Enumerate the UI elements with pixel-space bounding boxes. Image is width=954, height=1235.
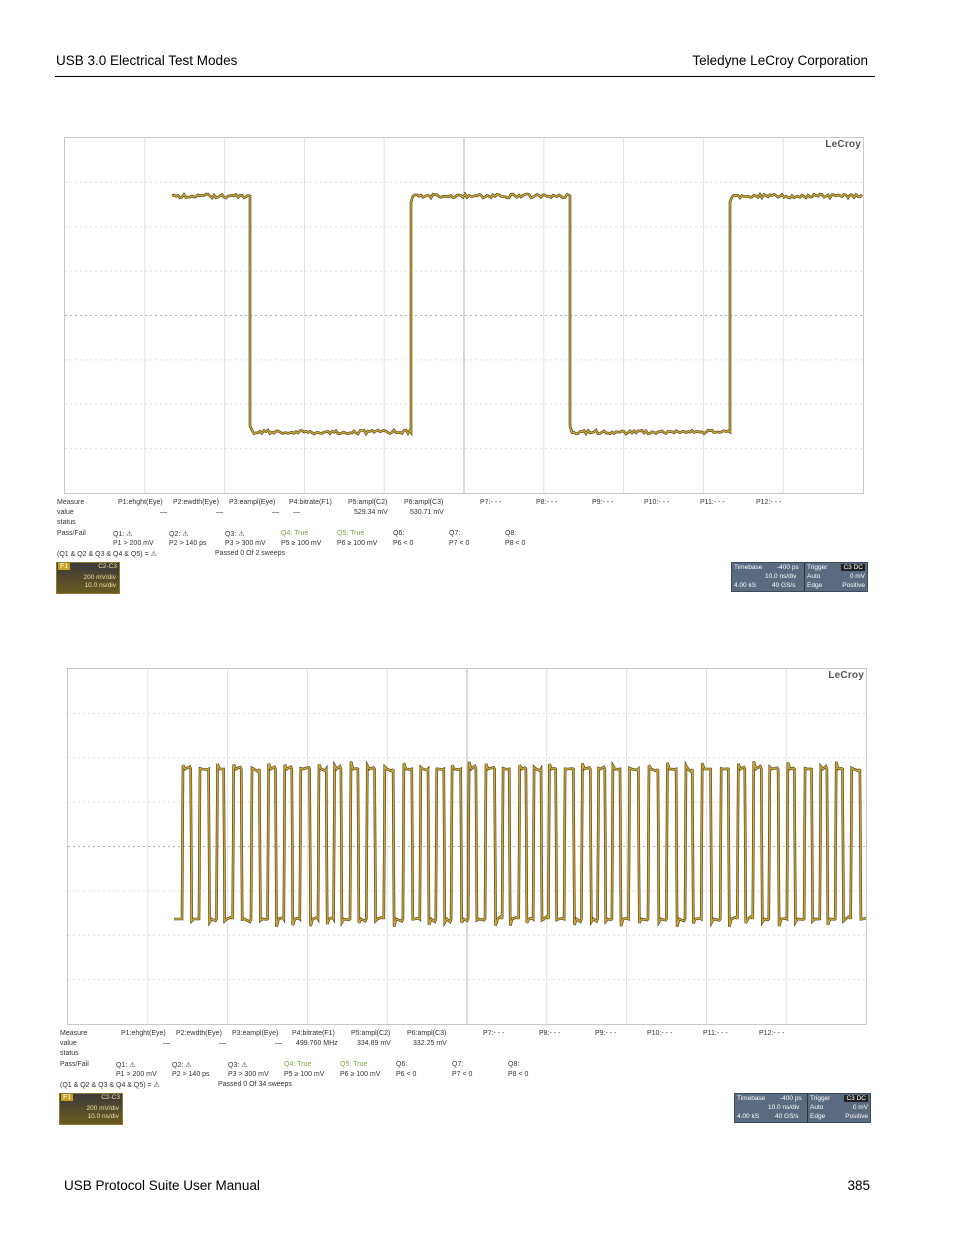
measure-value: 332.25 mV	[413, 1040, 447, 1047]
timebase-rate: 10.0 ns/div	[765, 573, 797, 580]
measure-header: P2:ewdth(Eye)	[176, 1030, 222, 1037]
trigger-mode: Auto	[810, 1104, 824, 1111]
measure-header: P7:- - -	[480, 499, 502, 506]
combined-query: (Q1 & Q2 & Q3 & Q4 & Q5) = ⚠	[60, 1082, 160, 1089]
measure-header: P12:- - -	[756, 499, 782, 506]
query-label: Q4: True	[284, 1061, 312, 1068]
measure-header: Measure	[57, 499, 85, 506]
measure-value: —	[272, 509, 279, 516]
value-label: value	[60, 1040, 77, 1047]
trigger-label: Trigger	[810, 1095, 831, 1102]
sweep-count: Passed 0 Of 2 sweeps	[215, 550, 286, 557]
query-condition: P8 < 0	[505, 540, 526, 547]
waveform-grid	[64, 137, 864, 494]
query-condition: P1 > 200 mV	[116, 1071, 157, 1078]
timebase-label: Timebase	[737, 1095, 766, 1102]
measure-header: P12:- - -	[759, 1030, 785, 1037]
query-label: Q7:	[449, 530, 461, 537]
query-condition: P6 < 0	[396, 1071, 417, 1078]
query-label: Q6:	[393, 530, 405, 537]
timebase-offset: -400 ps	[780, 1095, 802, 1102]
measure-header: P10:- - -	[644, 499, 670, 506]
passfail-label: Pass/Fail	[60, 1061, 89, 1068]
measure-header: P3:eampl(Eye)	[229, 499, 276, 506]
query-label: Q1: ⚠	[113, 531, 133, 538]
measure-header: P4:bitrate(F1)	[292, 1030, 335, 1037]
measure-header: P11:- - -	[703, 1030, 728, 1037]
measure-header: P1:ehght(Eye)	[121, 1030, 166, 1037]
page-footer-left: USB Protocol Suite User Manual	[64, 1178, 260, 1193]
f1-tdiv: 10.0 ns/div	[84, 582, 116, 589]
f1-label: F1	[60, 563, 69, 570]
f1-channel-box[interactable]	[59, 1093, 123, 1125]
page-header-left: USB 3.0 Electrical Test Modes	[56, 53, 238, 68]
trigger-type: Edge	[810, 1113, 826, 1120]
trigger-box	[807, 1094, 870, 1122]
query-condition: P2 > 140 ps	[169, 540, 207, 547]
query-condition: P7 < 0	[452, 1071, 473, 1078]
query-condition: P6 ≥ 100 mV	[340, 1071, 381, 1078]
measure-value: —	[293, 509, 300, 516]
query-label: Q2: ⚠	[172, 1062, 192, 1069]
timebase-srate: 40 GS/s	[772, 582, 796, 589]
trigger-box	[804, 563, 867, 591]
trace-line	[172, 194, 862, 434]
measurement-panel	[57, 499, 877, 569]
trigger-label: Trigger	[807, 564, 828, 571]
query-condition: P7 < 0	[449, 540, 470, 547]
header-rule	[55, 76, 875, 77]
f1-tdiv: 10.0 ns/div	[87, 1113, 119, 1120]
measure-value: 529.34 mV	[354, 509, 388, 516]
sweep-count: Passed 0 Of 34 sweeps	[218, 1081, 292, 1088]
timebase-samples: 4.00 kS	[734, 582, 757, 589]
timebase-label: Timebase	[734, 564, 763, 571]
trigger-slope: Positive	[842, 582, 865, 589]
measure-header: P1:ehght(Eye)	[118, 499, 163, 506]
trigger-level: 0 mV	[849, 573, 865, 580]
query-condition: P8 < 0	[508, 1071, 529, 1078]
timebase-rate: 10.0 ns/div	[768, 1104, 800, 1111]
measure-value: —	[163, 1040, 170, 1047]
query-condition: P5 ≥ 100 mV	[281, 540, 322, 547]
measure-header: P5:ampl(C2)	[351, 1030, 391, 1037]
trigger-slope: Positive	[845, 1113, 868, 1120]
measure-header: P7:- - -	[483, 1030, 505, 1037]
measure-header: P2:ewdth(Eye)	[173, 499, 219, 506]
status-label: status	[60, 1050, 79, 1057]
timebase-samples: 4.00 kS	[737, 1113, 760, 1120]
trigger-mode: Auto	[807, 573, 821, 580]
measure-header: P9:- - -	[595, 1030, 617, 1037]
measure-header: P3:eampl(Eye)	[232, 1030, 279, 1037]
query-label: Q3: ⚠	[228, 1062, 248, 1069]
measure-value: —	[216, 509, 223, 516]
f1-source: C2-C3	[98, 563, 117, 570]
measure-header: P6:ampl(C3)	[407, 1030, 447, 1037]
value-label: value	[57, 509, 74, 516]
waveform-trace	[68, 669, 866, 1024]
query-condition: P5 ≥ 100 mV	[284, 1071, 325, 1078]
f1-source: C2-C3	[101, 1094, 120, 1101]
query-label: Q5: True	[340, 1061, 368, 1068]
timebase-srate: 40 GS/s	[775, 1113, 799, 1120]
trigger-type: Edge	[807, 582, 823, 589]
measure-header: P11:- - -	[700, 499, 725, 506]
measure-header: P4:bitrate(F1)	[289, 499, 332, 506]
waveform-grid	[67, 668, 867, 1025]
measure-header: P5:ampl(C2)	[348, 499, 388, 506]
trigger-level: 0 mV	[852, 1104, 868, 1111]
query-label: Q8:	[505, 530, 517, 537]
page-header-right: Teledyne LeCroy Corporation	[692, 53, 868, 68]
query-label: Q2: ⚠	[169, 531, 189, 538]
trigger-channel: C3 DC	[843, 564, 863, 571]
f1-vdiv: 200 mV/div	[86, 1105, 119, 1112]
query-label: Q3: ⚠	[225, 531, 245, 538]
query-condition: P2 > 140 ps	[172, 1071, 210, 1078]
measure-value: —	[275, 1040, 282, 1047]
query-condition: P1 > 200 mV	[113, 540, 154, 547]
f1-channel-box[interactable]	[56, 562, 120, 594]
f1-label: F1	[63, 1094, 72, 1101]
waveform-trace	[65, 138, 863, 493]
trace-shadow	[172, 194, 862, 434]
query-label: Q1: ⚠	[116, 1062, 136, 1069]
timebase-trigger-box[interactable]	[734, 1093, 871, 1123]
combined-query: (Q1 & Q2 & Q3 & Q4 & Q5) = ⚠	[57, 551, 157, 558]
measure-header: P10:- - -	[647, 1030, 673, 1037]
f1-vdiv: 200 mV/div	[83, 574, 116, 581]
timebase-trigger-box[interactable]	[731, 562, 868, 592]
passfail-label: Pass/Fail	[57, 530, 86, 537]
measure-value: —	[219, 1040, 226, 1047]
measure-header: Measure	[60, 1030, 88, 1037]
timebase-offset: -400 ps	[777, 564, 799, 571]
measure-header: P8:- - -	[536, 499, 558, 506]
query-condition: P3 > 300 mV	[225, 540, 266, 547]
measure-header: P8:- - -	[539, 1030, 561, 1037]
measure-value: 530.71 mV	[410, 509, 444, 516]
query-label: Q8:	[508, 1061, 520, 1068]
status-label: status	[57, 519, 76, 526]
measurement-panel	[60, 1030, 880, 1100]
lecroy-logo: LeCroy	[825, 139, 861, 150]
query-condition: P3 > 300 mV	[228, 1071, 269, 1078]
query-condition: P6 < 0	[393, 540, 414, 547]
measure-value: —	[160, 509, 167, 516]
measure-header: P9:- - -	[592, 499, 614, 506]
query-label: Q5: True	[337, 530, 365, 537]
query-label: Q6:	[396, 1061, 408, 1068]
measure-value: 334.89 mV	[357, 1040, 391, 1047]
query-condition: P6 ≥ 100 mV	[337, 540, 378, 547]
trigger-channel: C3 DC	[846, 1095, 866, 1102]
query-label: Q4: True	[281, 530, 309, 537]
measure-header: P6:ampl(C3)	[404, 499, 444, 506]
measure-value: 499.760 MHz	[296, 1040, 338, 1047]
lecroy-logo: LeCroy	[828, 670, 864, 681]
query-label: Q7:	[452, 1061, 464, 1068]
page-number: 385	[847, 1178, 870, 1193]
